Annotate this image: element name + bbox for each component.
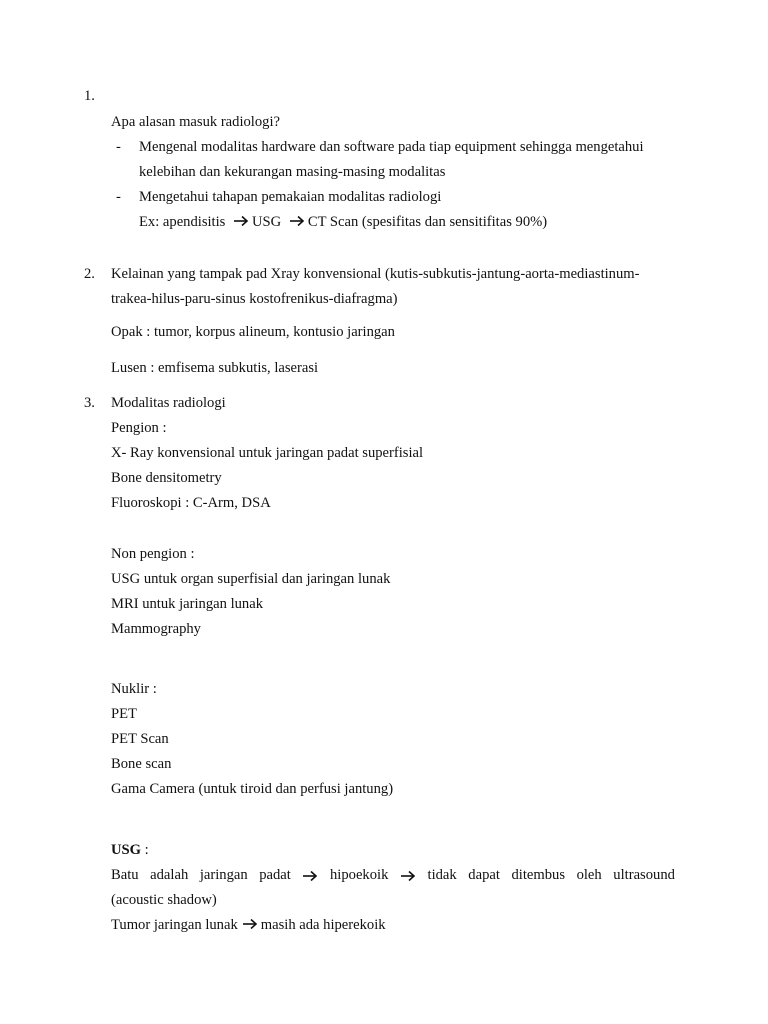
batu-line-continued: (acoustic shadow) <box>111 892 217 908</box>
bullet-text: Mengetahui tahapan pemakaian modalitas radiologi <box>139 189 442 205</box>
paragraph-line: Kelainan yang tampak pad Xray konvensional (kutis-subkutis-jantung-aorta-mediastinum- <box>111 266 640 282</box>
word: jaringan <box>199 867 248 883</box>
list-item: Bone scan <box>111 756 172 772</box>
usg-heading <box>111 841 149 859</box>
right-arrow-icon <box>289 215 305 227</box>
example-end: CT Scan (spesifitas dan sensitifitas 90%) <box>307 214 548 230</box>
pengion-label: Pengion : <box>111 420 167 436</box>
example-mid: USG <box>252 214 282 230</box>
lusen-line: Lusen : emfisema subkutis, laserasi <box>111 360 319 376</box>
bullet-marker: - <box>116 139 121 155</box>
list-item: Gama Camera (untuk tiroid dan perfusi jantung) <box>111 781 394 797</box>
word: Batu <box>111 867 139 883</box>
word: adalah <box>150 867 189 883</box>
example-line <box>139 213 547 231</box>
tumor-line <box>111 916 386 934</box>
paragraph-line-continued: trakea-hilus-paru-sinus kostofrenikus-diafragma) <box>111 291 398 307</box>
usg-label: USG <box>111 842 142 858</box>
list-item: Fluoroskopi : C-Arm, DSA <box>111 495 271 511</box>
batu-line <box>111 866 675 884</box>
word: dapat <box>468 867 500 883</box>
item-number-2: 2. <box>84 266 95 282</box>
item-number-1: 1. <box>84 88 95 104</box>
list-item: PET Scan <box>111 731 169 747</box>
list-item: Mammography <box>111 621 201 637</box>
right-arrow-icon <box>242 918 258 930</box>
word: tidak <box>427 867 457 883</box>
usg-label-suffix: : <box>141 842 149 858</box>
bullet-text-continued: kelebihan dan kekurangan masing-masing modalitas <box>139 164 446 180</box>
right-arrow-icon <box>400 870 416 882</box>
list-item: X- Ray konvensional untuk jaringan padat superfisial <box>111 445 424 461</box>
tumor-text-a: Tumor jaringan lunak <box>111 917 238 933</box>
word: padat <box>259 867 291 883</box>
list-item: MRI untuk jaringan lunak <box>111 596 263 612</box>
right-arrow-icon <box>233 215 249 227</box>
list-item: USG untuk organ superfisial dan jaringan lunak <box>111 571 391 587</box>
word: ultrasound <box>613 867 675 883</box>
word: oleh <box>576 867 602 883</box>
list-item: PET <box>111 706 137 722</box>
tumor-text-b: masih ada hiperekoik <box>260 917 386 933</box>
question-text: Apa alasan masuk radiologi? <box>111 114 280 130</box>
example-prefix: Ex: apendisitis <box>139 214 226 230</box>
bullet-text: Mengenal modalitas hardware dan software pada tiap equipment sehingga mengetahui <box>139 139 644 155</box>
item-number-3: 3. <box>84 395 95 411</box>
opak-line: Opak : tumor, korpus alineum, kontusio jaringan <box>111 324 395 340</box>
right-arrow-icon <box>302 870 318 882</box>
bullet-marker: - <box>116 189 121 205</box>
list-item: Bone densitometry <box>111 470 222 486</box>
nonpengion-label: Non pengion : <box>111 546 195 562</box>
section-title: Modalitas radiologi <box>111 395 226 411</box>
word: ditembus <box>511 867 565 883</box>
nuklir-label: Nuklir : <box>111 681 157 697</box>
word: hipoekoik <box>330 867 389 883</box>
